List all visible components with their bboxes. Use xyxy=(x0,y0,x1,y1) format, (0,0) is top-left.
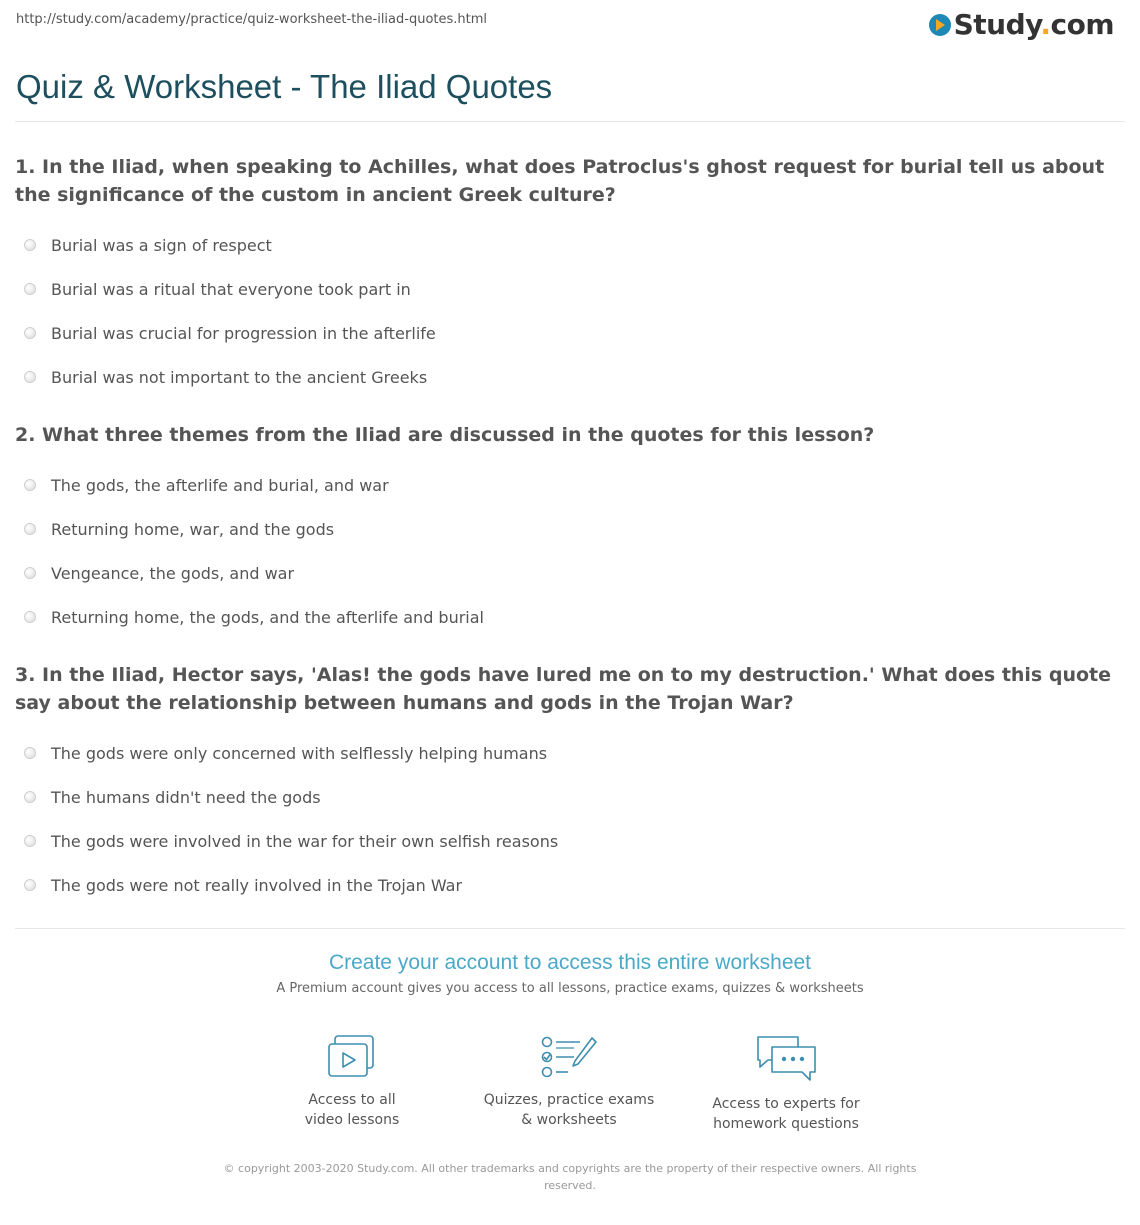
question-text: 2. What three themes from the Iliad are discussed in the quotes for this lesson? xyxy=(15,424,875,446)
feature-label xyxy=(686,1094,886,1134)
radio-button-icon[interactable] xyxy=(24,747,36,759)
answer-option[interactable] xyxy=(15,463,1115,507)
radio-button-icon[interactable] xyxy=(24,791,36,803)
answer-options xyxy=(15,731,1115,907)
radio-button-icon[interactable] xyxy=(24,239,36,251)
radio-button-icon[interactable] xyxy=(24,567,36,579)
answer-option[interactable] xyxy=(15,731,1115,775)
feature-label xyxy=(469,1090,669,1130)
radio-button-icon[interactable] xyxy=(24,879,36,891)
option-label: Burial was not important to the ancient Greeks xyxy=(51,367,428,387)
option-label: Burial was a ritual that everyone took part in xyxy=(51,279,411,299)
answer-option[interactable] xyxy=(15,863,1115,907)
answer-option[interactable] xyxy=(15,311,1115,355)
logo-wordmark xyxy=(954,8,1114,41)
radio-button-icon[interactable] xyxy=(24,371,36,383)
answer-option[interactable] xyxy=(15,595,1115,639)
signup-cta xyxy=(0,951,1140,996)
option-label: The gods were not really involved in the Trojan War xyxy=(51,875,463,895)
answer-option[interactable] xyxy=(15,819,1115,863)
feature-label-line: Access to all xyxy=(308,1092,396,1108)
option-label: The gods, the afterlife and burial, and war xyxy=(51,475,389,495)
logo-dot: . xyxy=(1040,8,1051,41)
radio-button-icon[interactable] xyxy=(24,835,36,847)
feature-video-lessons xyxy=(252,1034,452,1130)
answer-option[interactable] xyxy=(15,507,1115,551)
radio-button-icon[interactable] xyxy=(24,283,36,295)
feature-experts xyxy=(686,1034,886,1134)
feature-label-line: & worksheets xyxy=(521,1112,617,1128)
option-label: Returning home, the gods, and the afterlife and burial xyxy=(51,607,484,627)
feature-label-line: Quizzes, practice exams xyxy=(483,1092,655,1108)
feature-label-line: homework questions xyxy=(713,1116,859,1132)
play-logo-icon xyxy=(929,14,951,36)
option-label: Burial was a sign of respect xyxy=(51,235,272,255)
option-label: The gods were only concerned with selflessly helping humans xyxy=(51,743,548,763)
radio-button-icon[interactable] xyxy=(24,327,36,339)
page-url: http://study.com/academy/practice/quiz-worksheet-the-iliad-quotes.html xyxy=(16,12,488,27)
question-3 xyxy=(15,661,1115,907)
feature-label xyxy=(252,1090,452,1130)
question-2 xyxy=(15,421,1115,639)
option-label: The humans didn't need the gods xyxy=(51,787,321,807)
chat-bubbles-icon xyxy=(754,1034,818,1084)
logo-text: Study xyxy=(953,8,1041,41)
title-divider xyxy=(15,121,1125,122)
option-label: The gods were involved in the war for their own selfish reasons xyxy=(51,831,559,851)
logo-suffix: com xyxy=(1050,8,1114,41)
copyright-notice: © copyright 2003-2020 Study.com. All other trademarks and copyrights are the property of their respective owners. All rights reserved. xyxy=(223,1162,917,1192)
study-logo[interactable] xyxy=(929,8,1114,41)
answer-options xyxy=(15,223,1115,399)
quiz-checklist-icon xyxy=(540,1034,598,1080)
feature-label-line: video lessons xyxy=(304,1112,400,1128)
answer-option[interactable] xyxy=(15,551,1115,595)
video-lessons-icon xyxy=(326,1034,378,1080)
answer-option[interactable] xyxy=(15,223,1115,267)
cta-title[interactable]: Create your account to access this entire worksheet xyxy=(328,951,812,974)
cta-divider xyxy=(15,928,1125,929)
option-label: Returning home, war, and the gods xyxy=(51,519,335,539)
question-1 xyxy=(15,153,1115,399)
radio-button-icon[interactable] xyxy=(24,479,36,491)
radio-button-icon[interactable] xyxy=(24,611,36,623)
feature-quizzes xyxy=(469,1034,669,1130)
answer-options xyxy=(15,463,1115,639)
option-label: Burial was crucial for progression in the afterlife xyxy=(51,323,436,343)
option-label: Vengeance, the gods, and war xyxy=(51,563,295,583)
question-text: 3. In the Iliad, Hector says, 'Alas! the gods have lured me on to my destruction.' What does this quote say about the relationship between humans and gods in the Trojan War? xyxy=(15,664,1112,714)
page-title: Quiz & Worksheet - The Iliad Quotes xyxy=(16,68,553,105)
answer-option[interactable] xyxy=(15,355,1115,399)
radio-button-icon[interactable] xyxy=(24,523,36,535)
answer-option[interactable] xyxy=(15,267,1115,311)
cta-subtitle: A Premium account gives you access to all lessons, practice exams, quizzes & worksheets xyxy=(276,981,864,996)
question-text: 1. In the Iliad, when speaking to Achilles, what does Patroclus's ghost request for burial tell us about the significance of the custom in ancient Greek culture? xyxy=(15,156,1105,206)
answer-option[interactable] xyxy=(15,775,1115,819)
feature-label-line: Access to experts for xyxy=(712,1096,860,1112)
